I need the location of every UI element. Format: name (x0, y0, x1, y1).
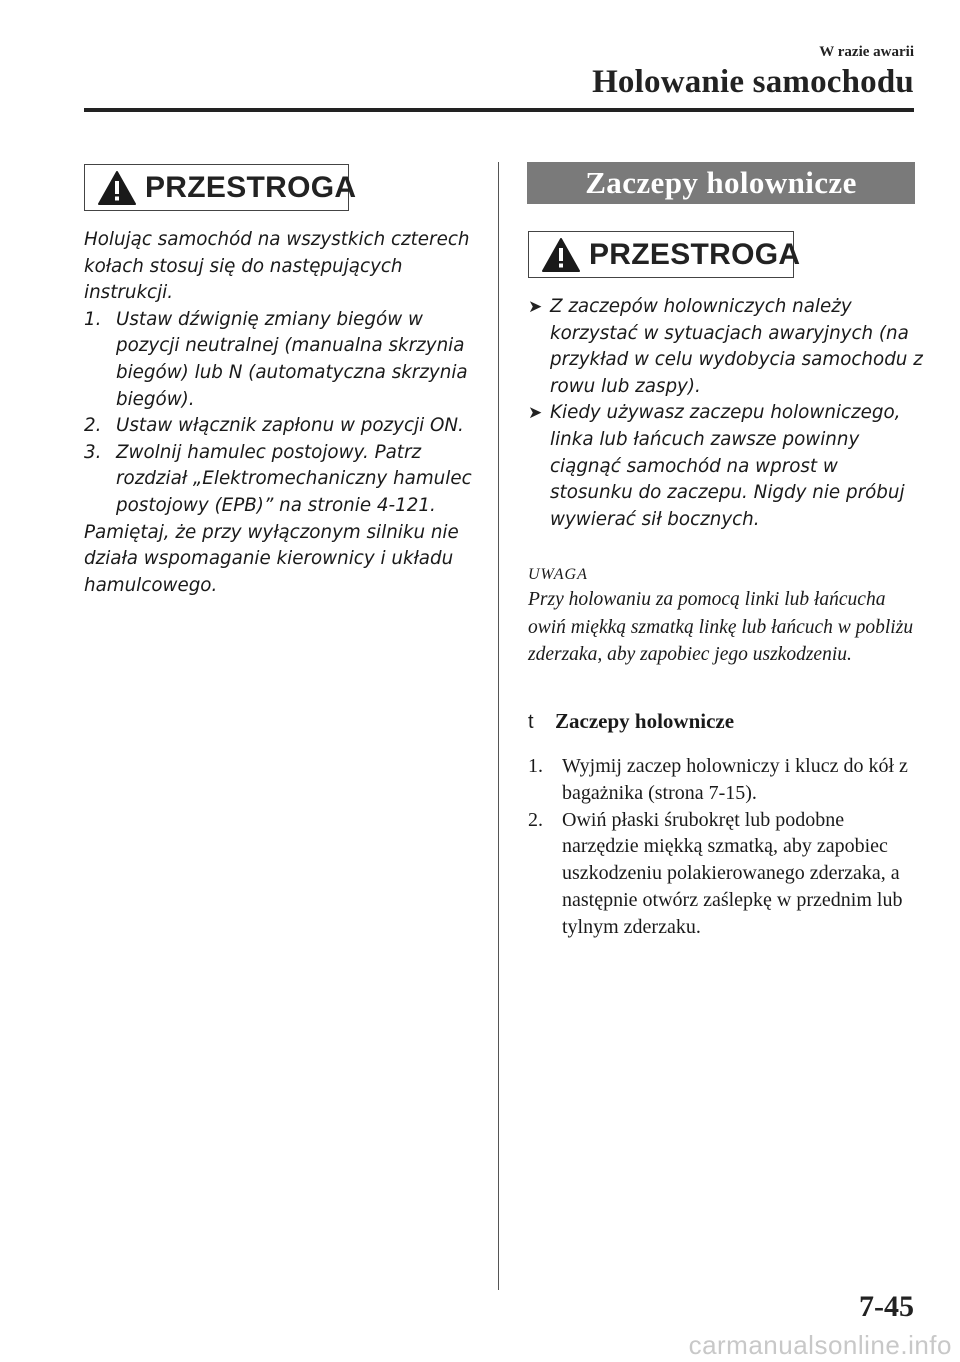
arrow-bullet-icon: ➤ (528, 403, 543, 424)
column-divider (498, 162, 499, 1290)
note-title: UWAGA (528, 566, 588, 583)
arrow-bullet-icon: ➤ (528, 297, 543, 317)
warning-label: PRZESTROGA (589, 237, 801, 271)
step-text: Wyjmij zaczep holowniczy i klucz do kół z bagażnika (strona 7-15). (562, 755, 908, 804)
list-text: Ustaw dźwignię zmiany biegów w pozycji neutralnej (manualna skrzynia biegów) lub N (automatyczna skrzynia biegów). (116, 308, 468, 410)
bullet-text: Kiedy używasz zaczepu holowniczego, linka lub łańcuch zawsze powinny ciągnąć samochód na wprost w stosunku do zaczepu. Nigdy nie próbuj wywierać sił bocznych. (550, 402, 905, 530)
list-item (528, 753, 920, 807)
list-number: 2. (84, 415, 102, 437)
subheading-marker: t (528, 711, 534, 733)
list-item (84, 413, 479, 440)
list-item (84, 440, 479, 520)
subheading-label: Zaczepy holownicze (555, 709, 735, 733)
right-warning-bullets (528, 294, 923, 533)
page-title: Holowanie samochodu (592, 64, 914, 100)
page-number: 7-45 (859, 1290, 914, 1323)
list-item (528, 294, 923, 400)
note-text: Przy holowaniu za pomocą linki lub łańcucha owiń miękką szmatką linkę lub łańcuch w pobliżu zderzaka, aby zapobiec jego uszkodzeniu. (528, 589, 914, 666)
list-item (528, 400, 923, 533)
left-warning-text (84, 227, 479, 599)
warning-box-right (528, 231, 801, 278)
warning-outro: Pamiętaj, że przy wyłączonym silniku nie działa wspomaganie kierownicy i układu hamulcowego. (84, 521, 459, 596)
warning-label: PRZESTROGA (145, 170, 357, 204)
list-number: 3. (84, 441, 102, 463)
warning-triangle-icon (541, 237, 581, 273)
list-item (84, 307, 479, 413)
list-text: Ustaw włącznik zapłonu w pozycji ON. (116, 415, 464, 437)
header-rule (84, 108, 914, 112)
step-number: 2. (528, 808, 543, 831)
bullet-text: Z zaczepów holowniczych należy korzystać w sytuacjach awaryjnych (na przykład w celu wydobycia samochodu z rowu lub zaspy). (550, 296, 923, 397)
section-banner: Zaczepy holownicze (527, 162, 915, 204)
section-label: W razie awarii (819, 44, 914, 60)
step-text: Owiń płaski śrubokręt lub podobne narzędzie miękką szmatką, aby zapobiec uszkodzeniu polakierowanego zderzaka, a następnie otwórz zaślepkę w przednim lub tylnym zderzaku. (562, 808, 903, 938)
watermark: carmanualsonline.info (688, 1330, 952, 1360)
steps-list (528, 753, 920, 941)
list-text: Zwolnij hamulec postojowy. Patrz rozdział „Elektromechaniczny hamulec postojowy (EPB)” na stronie 4-121. (116, 441, 472, 516)
list-item (528, 807, 920, 941)
step-number: 1. (528, 755, 543, 777)
warning-intro: Holując samochód na wszystkich czterech kołach stosuj się do następujących instrukcji. (84, 229, 470, 304)
warning-box-left (84, 164, 357, 211)
note-block (528, 564, 923, 669)
list-number: 1. (84, 308, 102, 330)
warning-triangle-icon (97, 170, 137, 206)
subheading (528, 709, 734, 734)
